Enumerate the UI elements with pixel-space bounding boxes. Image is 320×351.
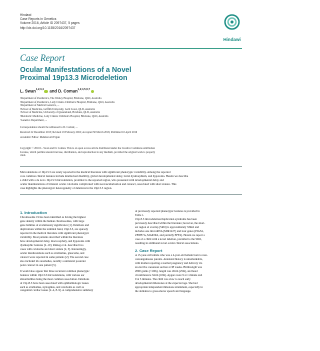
correspondence-line: Correspondence should be addressed to D. Coman; ... — [20, 126, 78, 129]
abstract-line: core common clinical features include intellectual disability, global developmental delay, facial dysmorphism, and hypotonia. Herein we describe — [20, 174, 189, 178]
copyright-line: Copyright © 2016 L. Swan and D. Coman. This is an open access article distributed under the Creative Commons Attribution — [20, 147, 156, 150]
section-heading: 1. Introduction — [20, 210, 48, 215]
body-line: 2800 grams (<10th), length was 49cm (25th), and head — [135, 270, 198, 274]
author-name: L. Swan — [20, 88, 36, 94]
article-title — [20, 66, 250, 83]
copyright-block — [20, 147, 245, 158]
body-line: with mother reporting a normal pregnancy and delivery via — [135, 262, 203, 266]
logo-text: Hindawi — [223, 37, 241, 42]
doi-link[interactable]: http://dx.doi.org/10.1155/2016/2097437 — [20, 25, 76, 30]
affiliation: ⁴School of Medicine, Griffith University, Gold Coast, QLD, Australia — [20, 107, 95, 111]
section-heading: 2. Case Report — [135, 248, 163, 254]
affiliation: ⁷Genetics Department, ... — [20, 118, 48, 122]
body-line: the domains to gross-motor speech and language. — [135, 289, 192, 293]
body-line: of 19p13.3 have been associated with ophthalmologic issues — [20, 281, 89, 285]
author-line — [20, 88, 95, 93]
affiliation: ¹Department of Paediatrics, The Wesley Hospital, Brisbane, QLD, Australia — [20, 97, 102, 100]
abstract-line: case highlights the phenotypic heterogeneity of deletions in the 19p13.3 region. — [20, 186, 112, 190]
body-line: previously described within the literature; however, the short- — [135, 221, 206, 225]
body-line: case of a child with a novel deletion, proximal to the SRO, — [135, 237, 202, 241]
publisher-name: Hindawi — [20, 13, 32, 17]
body-line: dysmorphic features [2–10]. Risheg et al. described two — [20, 243, 84, 247]
body-line: A 15-year-old female who was a 4-year-old female born to non- — [135, 254, 208, 258]
publisher-logo — [219, 14, 245, 42]
abstract-line: a child with a de novo 19p13.3 microdeletion, proximal to the reported region, who presented with developmental delay and — [20, 178, 164, 182]
article-type: Case Report — [20, 53, 65, 63]
journal-name: Case Reports in Genetics — [20, 17, 57, 22]
body-line: cases with coloboma and short stature [2, 5]. Interestingly, — [20, 247, 87, 251]
body-line: gene density within the human chromosomes, with large — [20, 220, 85, 224]
affiliations — [20, 97, 245, 122]
body-line: of previously reported phenotypic features is provided in — [135, 210, 200, 213]
abstract-divider-bottom — [20, 194, 242, 195]
body-line: variability. Most patients described within the literature — [20, 236, 84, 240]
body-line: cataract were reported in some patients [2]. The second case — [20, 255, 89, 259]
correspondence-block — [20, 126, 245, 140]
left-column — [20, 210, 128, 293]
body-line: abnormalities being the most common association. Deletions — [20, 277, 90, 281]
body-line: also included iris anomalies, notably a unilateral posterior — [20, 259, 86, 263]
body-line: reported in the medical literature with significant phenotypic — [20, 232, 90, 236]
body-line: features within 19p13.3 microdeletions, with various ear — [20, 273, 85, 277]
body-line: resulting in additional novel ocular clinical associations. — [135, 241, 200, 245]
affiliation: ⁵School of Medicine, University of Queensland, Brisbane, QLD, Australia — [20, 111, 100, 115]
copyright-line: License, which permits unrestricted use, distribution, and reproduction in any medium, provided the original work is properly — [20, 150, 156, 154]
abstract — [20, 171, 242, 191]
dates-line: Received 22 December 2015; Revised 19 February 2016; Accepted 30 March 2016; Published 10 April 2016 — [20, 131, 138, 135]
journal-header — [20, 13, 80, 30]
body-line: polar cataract in one patient [5]. — [20, 263, 57, 267]
abstract-line: ocular manifestations of bilateral ocular coloboma complicated with neovascularisation and cataract, associated with short stature. This — [20, 182, 177, 186]
author-superscript: 1,2,3,4 — [35, 88, 44, 91]
right-column — [135, 210, 243, 294]
body-line: have developmental delay, macrocephaly, and hypotonia with — [20, 240, 91, 244]
body-line: Chromosome 19 has been identified as having the highest — [20, 216, 86, 220]
body-line: ocular manifestations such as strabismus, glaucoma, and — [20, 251, 85, 255]
body-line: duplications within the terminal band, 19p13.3, are sparsely — [20, 228, 89, 232]
copyright-line: cited. — [20, 154, 26, 158]
orcid-icon[interactable] — [44, 90, 47, 93]
body-line: gene families of evolutionary significance [1]. Deletions and — [20, 224, 90, 228]
body-line: est region of overlap (SRO) is approximately 334kb and — [135, 225, 199, 229]
body-line: Table 1. — [135, 213, 145, 217]
author-superscript: 1,2,4,5,6,7 — [77, 88, 90, 91]
header-divider — [20, 48, 242, 49]
author-name: and D. Coman — [49, 88, 78, 94]
body-line: such as strabismus, nystagmus, and coloboma as well as — [20, 285, 84, 289]
body-line: developmental milestones at the expected age. She had — [135, 282, 198, 286]
orcid-icon[interactable] — [91, 90, 94, 93]
body-line: an elective caesarean section at 38 weeks. Birthweight was — [135, 266, 203, 270]
editor-line: Academic Editor: Mehmet Ali Ergun — [20, 136, 60, 140]
hindawi-logo-icon — [224, 14, 240, 30]
body-line: circumference 34cm (10th). Apgars were 9 at 1 minute and — [135, 274, 203, 278]
affiliation: ³Department of Medical Genetics, ... — [20, 104, 60, 108]
body-line: includes one microRNA (MIR1227) and four genes (PIAS4, — [135, 229, 204, 233]
body-line: consanguineous parents. Antenatal history is unremarkable, — [135, 258, 203, 262]
title-line: Proximal 19p13.3 Microdeletion — [20, 73, 128, 83]
affiliation: ⁶Metabolic Medicine, Lady Cilento Children's Hospital, Brisbane, QLD, Australia — [20, 114, 109, 118]
body-line: ZBTB7A, MAP2K2, and partially EFE2). Herein we report a — [135, 233, 205, 237]
body-line: congenital cardiac issues [2–4, 8–9]. A comprehensive summary — [20, 289, 94, 293]
body-line: 9 at 5 minutes. The child was slow to reach early — [135, 278, 191, 282]
title-line: Ocular Manifestations of a Novel — [20, 65, 132, 74]
abstract-divider-top — [20, 166, 242, 167]
body-line: 19p13.3 microdeletion/duplication syndrome has been — [135, 217, 197, 221]
body-line: appropriate independent milestone attainment, especially in — [135, 286, 203, 289]
affiliation: ²Department of Paediatrics, Lady Cilento Children's Hospital, Brisbane, QLD, Australia — [20, 100, 115, 104]
abstract-line: Microdeletions of 19p13.3 are rarely reported in the medical literature with significant phenotypic variability. Among the reported — [20, 171, 171, 174]
volume-line: Volume 2016, Article ID 2097437, 5 pages — [20, 21, 80, 26]
body-line: It would also appear that three recurrent common phenotypic — [20, 269, 90, 273]
